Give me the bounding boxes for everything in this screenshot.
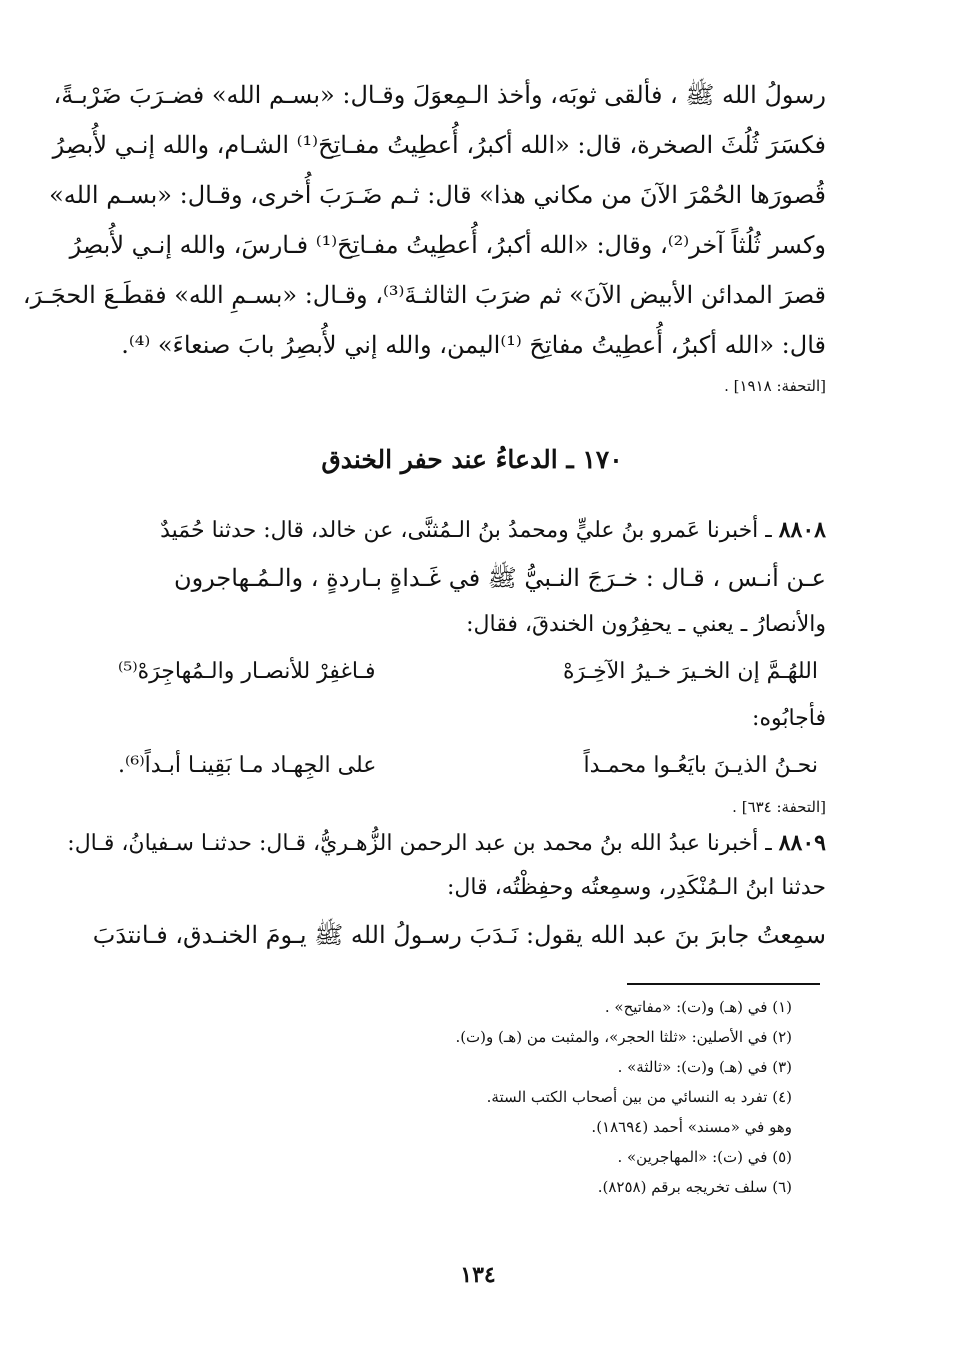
hadith-8808-line-3: والأنصارُ ـ يعني ـ يحفِرُون الخندقَ، فقال: [466, 612, 826, 637]
verse-hemistich-right: نحـنُ الذيـنَ بايَعُـوا محمـداً [583, 753, 818, 778]
footnote: وهو في «مسند» أحمد (١٨٦٩٤). [591, 1118, 792, 1136]
verse-hemistich-left: على الجِهـاد مـا بَقِينـا أبـداً⁽⁶⁾. [118, 753, 377, 778]
hadith-number: ٨٨٠٩ [778, 830, 826, 856]
verse-hemistich-right: اللهُـمَّ إن الخـيرَ خـيرُ الآخِـرَهْ [563, 659, 818, 684]
body-line: فكسَرَ ثُلُثَ الصخرة، قال: «الله أكبرُ، أُعطِيتُ مفـاتِحَ⁽¹⁾ الشـام، والله إنـي لأُبصِرُ [52, 131, 826, 159]
footnote: (٢) في الأصلين: «ثلثا الحجر»، والمثبت من (هـ) و(ت). [455, 1028, 792, 1046]
hadith-8808-line-2: عـن أنـس ، قـال : خـرَجَ النـبيُّ ﷺ في غَـداةٍ بـاردةٍ ، والـمُـهاجرون [173, 564, 826, 592]
footnote: (٤) تفرد به النسائي من بين أصحاب الكتب الستة. [486, 1088, 792, 1106]
footnote-separator [627, 983, 820, 985]
body-line: رسولُ الله ﷺ ، فألقى ثوبَه، وأخذ الـمِعوَلَ وقـال: «بسـم الله» فضـرَبَ ضَرْبـةً، [53, 81, 826, 109]
footnote: (٦) سلف تخريجه برقم (٨٢٥٨). [597, 1178, 792, 1196]
footnote: (١) في (هـ) و(ت): «مفاتيح» . [604, 998, 792, 1016]
body-line: قال: «الله أكبرُ، أُعطِيتُ مفاتِحَ ⁽¹⁾اليمن، والله إني لأُبصِرُ بابَ صنعاءَ» ⁽⁴⁾. [121, 331, 826, 359]
hadith-8809-line-2: حدثنا ابنُ الـمُنْكَدِر، وسمِعتُه وحفِظْتُه، قال: [447, 875, 826, 900]
page-number: ١٣٤ [460, 1262, 496, 1288]
tuhfa-reference: [التحفة: ١٩١٨] . [724, 377, 826, 395]
hadith-8809-line-1 [67, 821, 826, 866]
hadith-text: ـ أخبرنا عَمرو بنُ عليٍّ ومحمدُ بنُ الـمُثنَّى، عن خالد، قال: حدثنا حُمَيدٌ [160, 518, 779, 543]
footnote: (٥) في (ت): «المهاجرين» . [617, 1148, 792, 1166]
verse-1 [118, 647, 826, 697]
tuhfa-reference: [التحفة: ٦٣٤] . [732, 798, 826, 816]
page-body [22, 70, 826, 960]
verse-2 [118, 741, 826, 791]
body-line: وكسر ثُلُثاً آخر⁽²⁾، وقال: «الله أكبرُ، أُعطِيتُ مفـاتِحَ⁽¹⁾ فـارسَ، والله إنـي لأُبصِرُ [69, 231, 826, 259]
body-line: قصرَ المدائن الأبيض الآنَ» ثم ضرَبَ الثالثـةَ⁽³⁾، وقـال: «بسـمِ الله» فقطَـعَ الحجَـرَ، [22, 281, 826, 309]
body-line: قُصورَها الحُمْرَ الآنَ من مكاني هذا» قال: ثـم ضَـرَبَ أُخرى، وقـال: «بسـم الله» [49, 181, 826, 209]
hadith-8808-line-1 [118, 508, 826, 553]
reply-line: فأجابُوه: [752, 706, 826, 731]
hadith-number: ٨٨٠٨ [778, 517, 826, 543]
chapter-heading: ١٧٠ ـ الدعاءُ عند حفر الخندق [321, 445, 623, 474]
hadith-text: ـ أخبرنا عبدُ الله بنُ محمد بن عبد الرحمن الزُّهـريُّ، قـال: حدثنـا سـفيانُ، قـال: [67, 831, 779, 856]
footnotes [232, 992, 792, 1202]
hadith-8809-line-3: سمِعتُ جابرَ بنَ عبد الله يقول: نَـدَبَ رسـولُ الله ﷺ يـومَ الخنـدق، فـانتدَبَ [92, 921, 826, 949]
footnote: (٣) في (هـ) و(ت): «ثالثة» . [617, 1058, 792, 1076]
verse-hemistich-left: فـاغفِرْ للأنصـار والـمُهاجِرَهْ⁽⁵⁾ [118, 659, 376, 684]
